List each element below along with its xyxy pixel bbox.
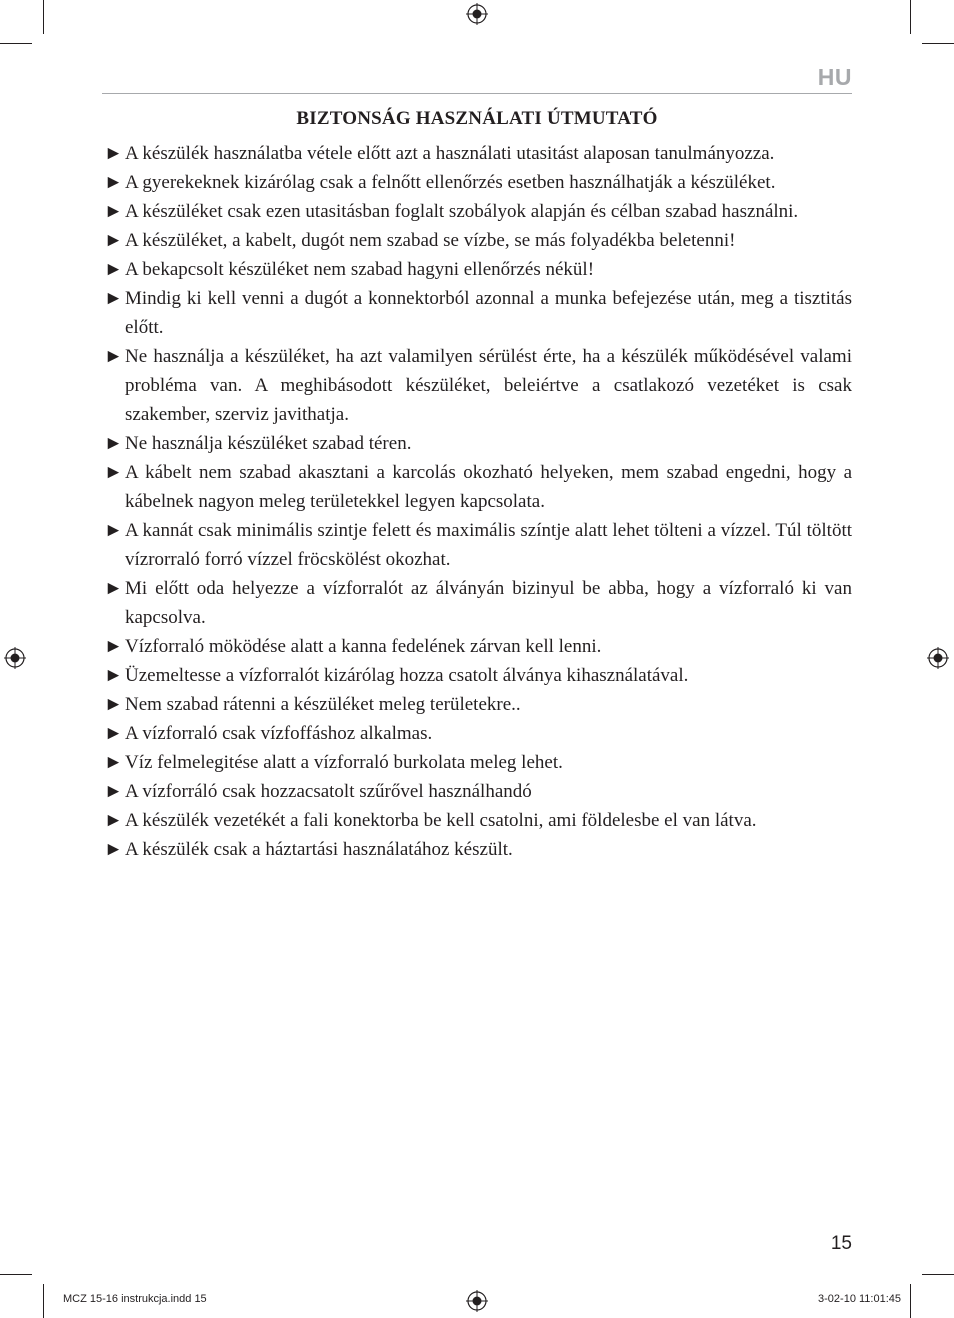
list-item-text: A készülék használatba vétele előtt azt a használati utasitást alaposan tanulmányozza.	[125, 143, 775, 164]
bullet-arrow-icon: ►	[104, 520, 123, 541]
bullet-arrow-icon: ►	[104, 288, 123, 309]
bullet-arrow-icon: ►	[104, 636, 123, 657]
list-item	[104, 661, 852, 690]
list-item-text: Mi előtt oda helyezze a vízforralót az álványán bizinyul be abba, hogy a vízforraló ki van kapcsolva.	[125, 578, 852, 628]
bullet-arrow-icon: ►	[104, 578, 123, 599]
list-item-text: A vízforraló csak vízfoffáshoz alkalmas.	[125, 723, 433, 744]
bullet-arrow-icon: ►	[104, 201, 123, 222]
bullet-arrow-icon: ►	[104, 723, 123, 744]
list-item-text: Ne használja a készüléket, ha azt valamilyen sérülést érte, ha a készülék működésével valami probléma van. A meghibásodott készüléket, beleiértve a csatlakozó vezetéket is csak szakember, szerviz javithatja.	[125, 346, 852, 425]
list-item-text: A kábelt nem szabad akasztani a karcolás okozható helyeken, mem szabad engedni, hogy a kábelnek nagyon meleg területekkel legyen kapcsolata.	[125, 462, 852, 512]
list-item-text: Vízforraló möködése alatt a kanna fedelének zárvan kell lenni.	[125, 636, 602, 657]
crop-mark-top-left-h	[0, 43, 32, 44]
list-item	[104, 168, 852, 197]
bullet-arrow-icon: ►	[104, 172, 123, 193]
language-code: HU	[817, 64, 852, 90]
list-item	[104, 226, 852, 255]
crop-mark-top-left-v	[43, 0, 44, 34]
list-item	[104, 458, 852, 516]
bullet-arrow-icon: ►	[104, 839, 123, 860]
list-item-text: Mindig ki kell venni a dugót a konnektorból azonnal a munka befejezése után, meg a tisztitás előtt.	[125, 288, 852, 338]
registration-mark-icon	[466, 3, 488, 25]
list-item	[104, 516, 852, 574]
list-item-text: A készülék csak a háztartási használatához készült.	[125, 839, 513, 860]
list-item-text: Víz felmelegitése alatt a vízforraló burkolata meleg lehet.	[125, 752, 563, 773]
list-item-text: A vízforráló csak hozzacsatolt szűrővel használhandó	[125, 781, 532, 802]
registration-mark-icon	[466, 1290, 488, 1312]
list-item	[104, 835, 852, 864]
list-item	[104, 255, 852, 284]
list-item	[104, 139, 852, 168]
list-item	[104, 719, 852, 748]
crop-mark-bottom-left-h	[0, 1274, 32, 1275]
file-slug: MCZ 15-16 instrukcja.indd 15	[63, 1293, 207, 1305]
list-item	[104, 429, 852, 458]
crop-mark-bottom-right-h	[922, 1274, 954, 1275]
list-item-text: A gyerekeknek kizárólag csak a felnőtt ellenőrzés esetben használhatják a készüléket.	[125, 172, 776, 193]
list-item	[104, 574, 852, 632]
list-item-text: A készülék vezetékét a fali konektorba be kell csatolni, ami földelesbe el van látva.	[125, 810, 757, 831]
bullet-arrow-icon: ►	[104, 259, 123, 280]
list-item	[104, 197, 852, 226]
bullet-arrow-icon: ►	[104, 781, 123, 802]
list-item-text: A bekapcsolt készüléket nem szabad hagyni ellenőrzés nékül!	[125, 259, 595, 280]
bullet-arrow-icon: ►	[104, 143, 123, 164]
bullet-arrow-icon: ►	[104, 462, 123, 483]
list-item-text: Ne használja készüléket szabad téren.	[125, 433, 412, 454]
date-time-slug: 3-02-10 11:01:45	[818, 1293, 901, 1305]
section-title: BIZTONSÁG HASZNÁLATI ÚTMUTATÓ	[296, 108, 658, 129]
crop-mark-bottom-right-v	[910, 1284, 911, 1318]
list-item	[104, 342, 852, 429]
crop-mark-top-right-v	[910, 0, 911, 34]
list-item-text: A kannát csak minimális szintje felett és maximális színtje alatt lehet tölteni a vízzel. Túl töltött vízrorraló forró vízzel fröcskölést okozhat.	[125, 520, 852, 570]
list-item	[104, 806, 852, 835]
bullet-arrow-icon: ►	[104, 752, 123, 773]
list-item	[104, 284, 852, 342]
list-item	[104, 690, 852, 719]
safety-instructions-list	[104, 139, 852, 864]
bullet-arrow-icon: ►	[104, 346, 123, 367]
header-rule	[102, 93, 852, 94]
bullet-arrow-icon: ►	[104, 433, 123, 454]
crop-mark-top-right-h	[922, 43, 954, 44]
list-item-text: Üzemeltesse a vízforralót kizárólag hozza csatolt álványa kihasználatával.	[125, 665, 689, 686]
bullet-arrow-icon: ►	[104, 810, 123, 831]
list-item-text: A készüléket, a kabelt, dugót nem szabad se vízbe, se más folyadékba beletenni!	[125, 230, 736, 251]
list-item-text: Nem szabad rátenni a készüléket meleg területekre..	[125, 694, 521, 715]
page-number: 15	[830, 1233, 852, 1254]
bullet-arrow-icon: ►	[104, 665, 123, 686]
list-item	[104, 632, 852, 661]
list-item-text: A készüléket csak ezen utasitásban foglalt szobályok alapján és célban szabad használni.	[125, 201, 799, 222]
list-item	[104, 777, 852, 806]
registration-mark-icon	[927, 647, 949, 669]
bullet-arrow-icon: ►	[104, 694, 123, 715]
bullet-arrow-icon: ►	[104, 230, 123, 251]
registration-mark-icon	[4, 647, 26, 669]
list-item	[104, 748, 852, 777]
crop-mark-bottom-left-v	[43, 1284, 44, 1318]
